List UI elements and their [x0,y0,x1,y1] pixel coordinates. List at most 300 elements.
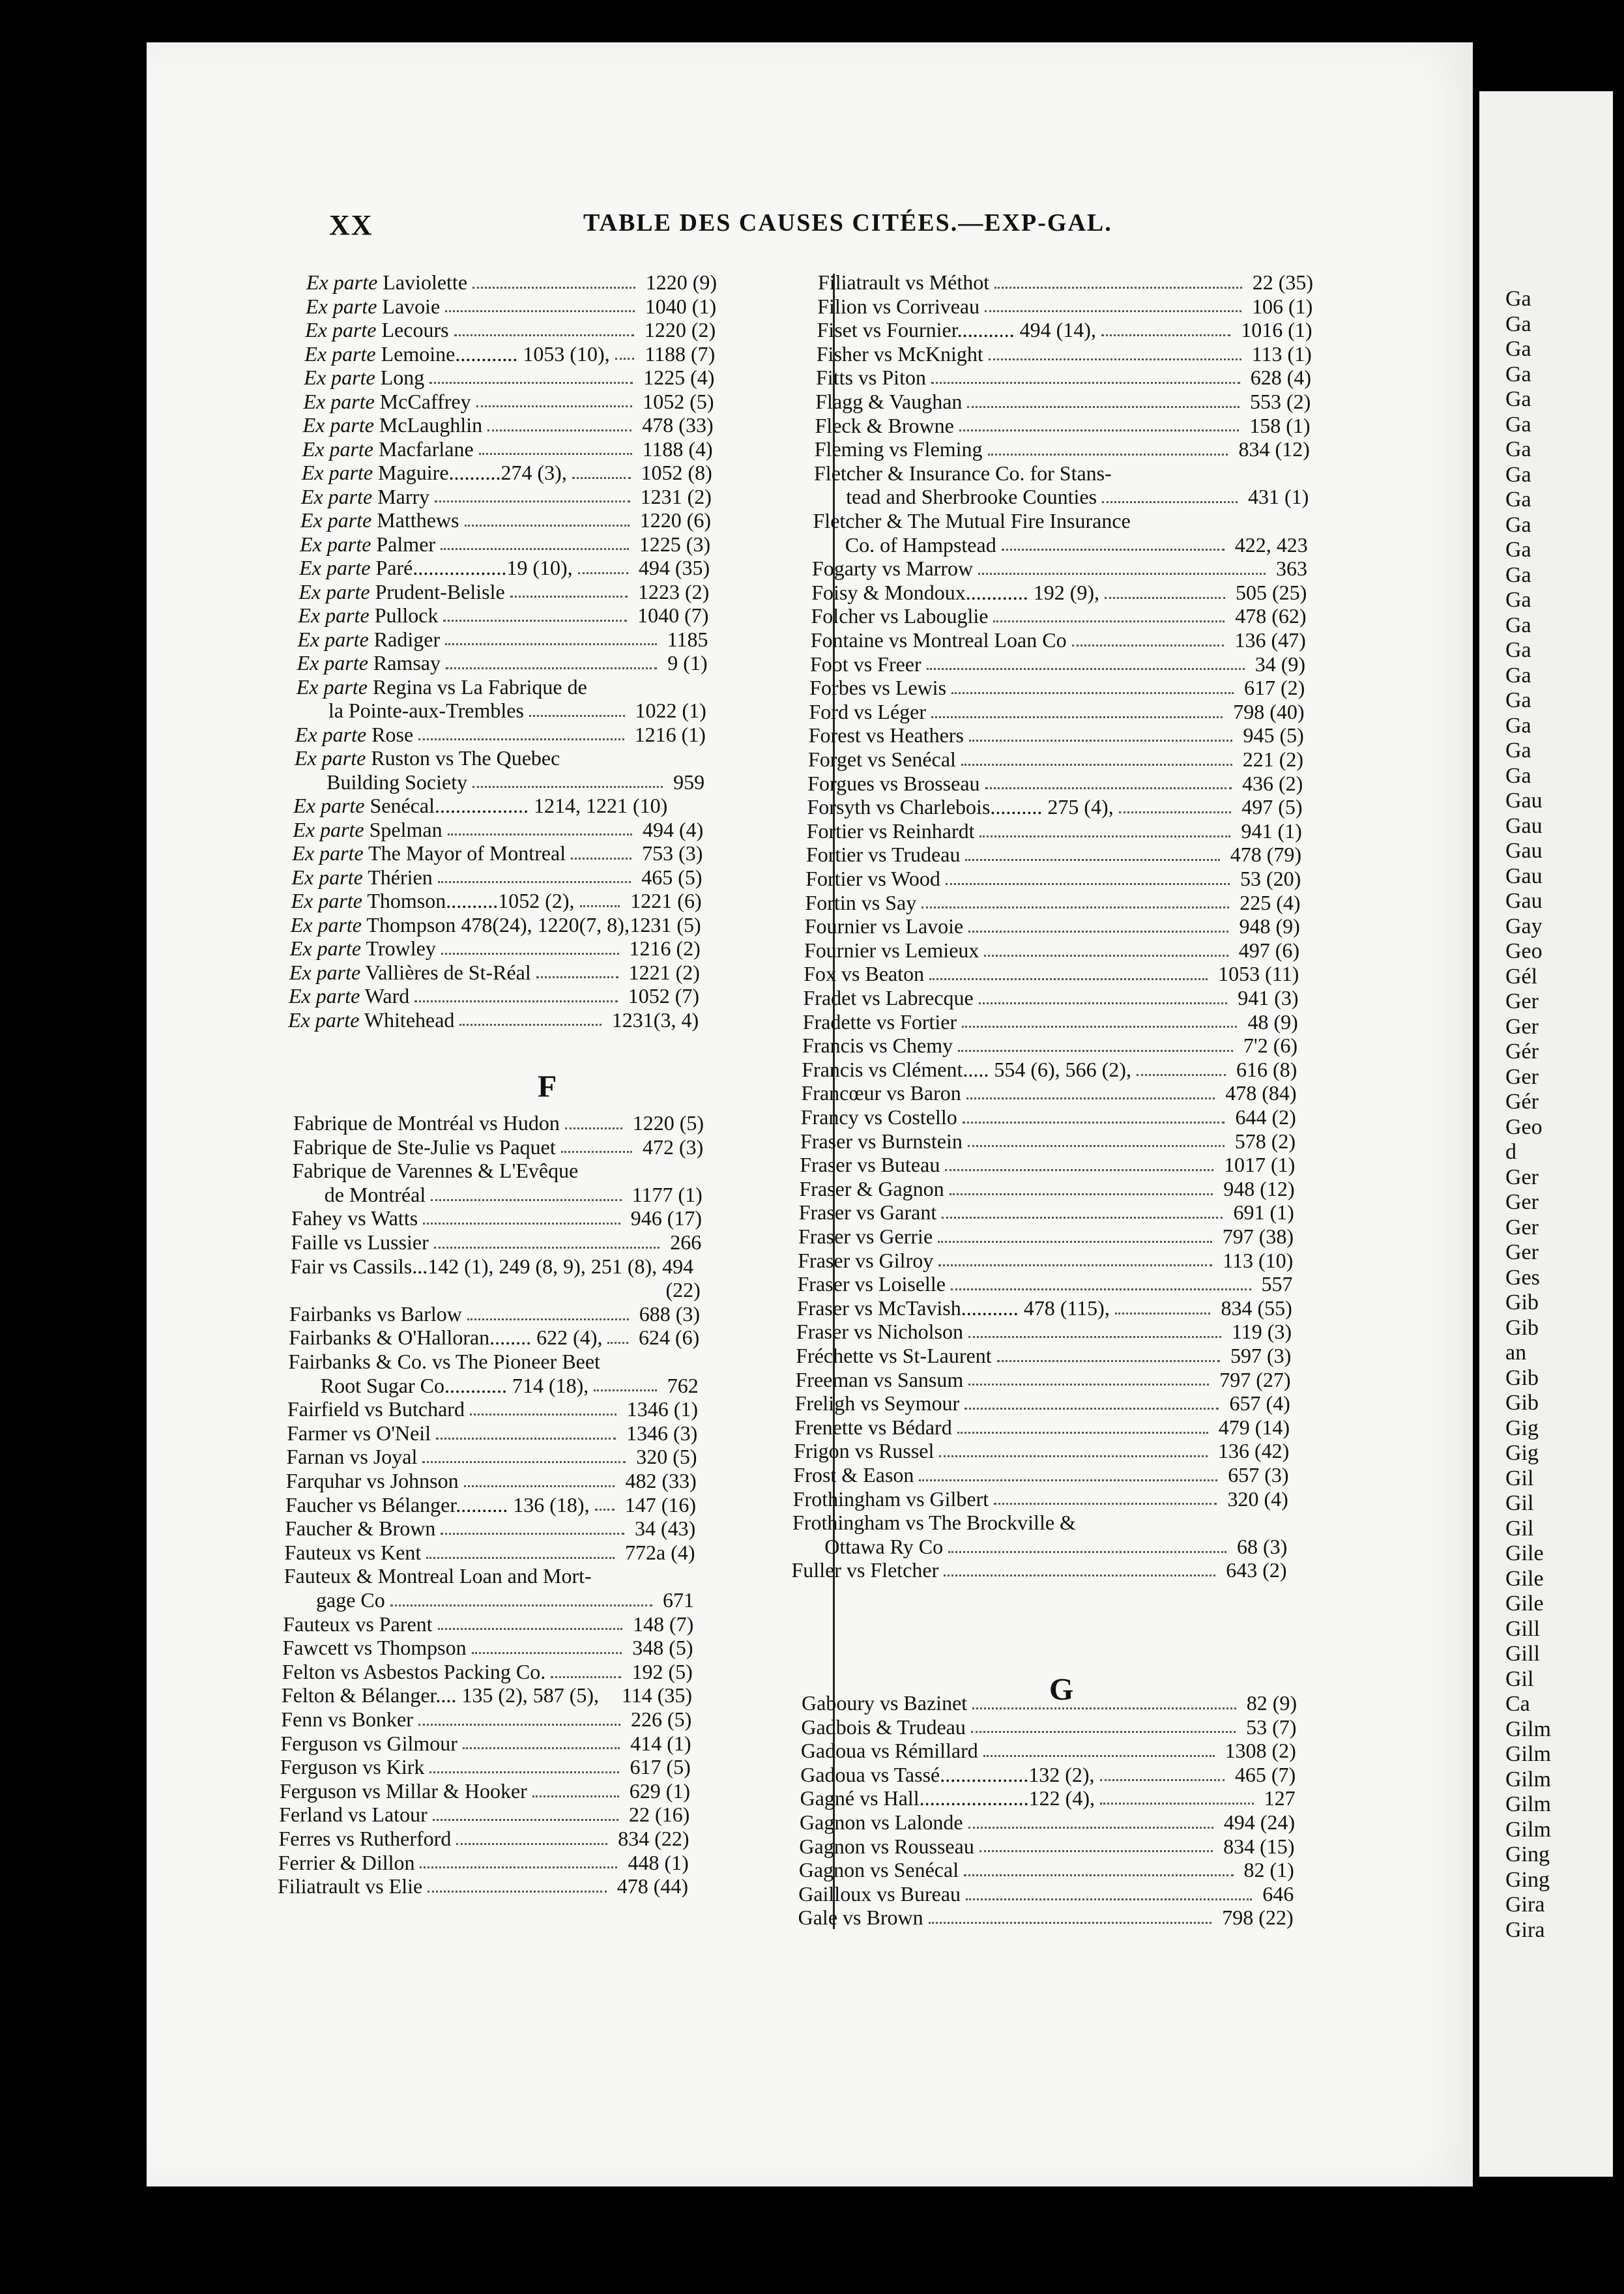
entry-pages: 797 (38) [1222,1225,1294,1248]
entry-name: Fraser vs Nicholson [796,1320,963,1344]
entry-pages: 762 [667,1373,699,1397]
entry-text: Palmer [376,532,436,556]
dot-leader [445,310,635,312]
entry-pages: 1231 (5) [630,912,701,936]
entry-pages: 959 [673,770,705,794]
entry-name: Fraser vs Burnstein [800,1129,963,1153]
index-entry [800,1177,1295,1201]
index-entry [796,1320,1292,1344]
dot-leader [1101,334,1230,336]
entry-name: la Pointe-aux-Trembles [328,699,524,722]
index-entry [815,414,1311,438]
entry-pages: 1308 (2) [1225,1739,1296,1763]
dot-leader [472,786,663,788]
index-entry [803,1010,1298,1034]
next-page-fragment: Gil [1505,1516,1534,1541]
entry-text: Spelman [369,817,442,841]
entry-pages: 9 (1) [667,651,708,675]
index-entry [283,1612,693,1636]
index-entry [285,1517,695,1541]
entry-name [300,532,435,557]
next-page-fragment: Ga [1505,412,1531,437]
entry-pages: 798 (40) [1233,699,1305,723]
entry-name: Gagné vs Hall.....................122 (4), [800,1786,1095,1810]
dot-leader [950,1193,1213,1195]
entry-text: Radiger [373,627,441,651]
entry-pages: 629 (1) [629,1779,690,1803]
entry-text: Whitehead [364,1008,455,1032]
entry-pages: 320 (4) [1227,1487,1288,1511]
entry-pages: 1016 (1) [1241,318,1312,342]
next-page-fragment: Ger [1505,1014,1539,1039]
entry-pages: 834 (12) [1238,437,1310,461]
entry-name: Fawcett vs Thompson [282,1636,467,1660]
index-entry [807,772,1303,796]
dot-leader [929,1922,1212,1924]
dot-leader [968,1827,1213,1829]
entry-name: Fuller vs Fletcher [791,1558,939,1582]
next-page-fragment: Ga [1505,538,1531,562]
index-entry [805,891,1301,915]
dot-leader [921,907,1229,908]
dot-leader [946,883,1230,885]
next-page-fragment: Ga [1505,487,1531,512]
section-heading-g: G [1049,1672,1074,1707]
index-entry [287,1397,698,1421]
index-entry [281,1732,691,1756]
dot-leader [979,1002,1227,1004]
index-entry [798,1272,1293,1296]
dot-leader [988,454,1228,456]
entry-name: Ferguson vs Kirk [280,1755,425,1779]
dot-leader [1137,1074,1226,1076]
entry-pages: 127 [1264,1786,1296,1810]
dot-leader [979,1850,1213,1852]
dot-leader [968,1384,1209,1386]
entry-prefix: Ex parte [302,413,374,437]
entry-name: Gadoua vs Rémillard [800,1739,978,1763]
index-entry [283,1636,693,1660]
entry-pages: 148 (7) [632,1612,694,1636]
entry-pages: 753 (3) [642,841,703,865]
index-entry [291,1255,701,1279]
entry-pages: 834 (22) [618,1827,689,1850]
dot-leader [594,1389,656,1391]
entry-pages: 136 (42) [1217,1439,1290,1463]
entry-text: Pullock [374,603,439,627]
entry-prefix: Ex parte [306,294,377,318]
dot-leader [615,358,635,360]
entry-name: Fleming vs Fleming [814,437,983,461]
entry-name [290,936,436,961]
dot-leader [435,501,630,502]
entry-pages: 1225 (3) [639,532,711,556]
next-page-fragment: Ga [1505,362,1531,386]
entry-name: Ottawa Ry Co [824,1534,944,1558]
dot-leader [1115,1313,1211,1314]
index-entry [793,1487,1288,1511]
index-entry [291,889,702,913]
entry-name: de Montréal [324,1182,426,1206]
index-entry [816,366,1311,390]
entry-text: Thérien [368,865,433,889]
index-entry [810,652,1305,676]
next-page-fragment: Gil [1505,1491,1534,1515]
index-entry [299,556,710,580]
index-entry [800,1786,1296,1810]
entry-pages: 465 (5) [641,865,703,889]
next-page-fragment: Ga [1505,337,1531,361]
entry-name: Fraser & Gagnon [799,1176,944,1200]
dot-leader [951,1288,1251,1290]
dot-leader [445,643,657,645]
entry-text: Prudent-Belisle [375,579,505,603]
entry-name: Fitts vs Piton [816,366,926,390]
next-page-fragment: Ca [1505,1692,1530,1716]
entry-name: Fabrique de Ste-Julie vs Paquet [293,1135,556,1159]
entry-pages: 1220 (6) [639,508,711,532]
entry-text: Rose [371,722,414,746]
dot-leader [959,429,1239,431]
index-entry [280,1779,690,1803]
entry-pages: 113 (10) [1223,1248,1294,1272]
entry-name [295,723,413,747]
next-page-fragment: Gér [1505,1090,1539,1114]
entry-prefix: Ex parte [288,1008,360,1032]
next-page-fragment: Gil [1505,1666,1534,1691]
dot-leader [963,1122,1225,1124]
index-entry [814,461,1309,486]
next-page-fragment: Ga [1505,613,1531,637]
entry-pages: 225 (4) [1240,890,1301,914]
next-page-fragment: Gilm [1505,1792,1551,1816]
entry-name: Fortin vs Say [805,890,917,914]
entry-name: Faille vs Lussier [291,1230,429,1254]
index-entry [809,700,1305,724]
entry-name [301,485,429,509]
next-page-fragment: Gilm [1505,1817,1551,1842]
next-page-fragment: Gél [1505,964,1538,989]
entry-name: Building Society [326,770,468,794]
dot-leader [993,620,1225,622]
entry-name: Fisher vs McKnight [816,341,983,366]
entry-pages: 82 (1) [1243,1858,1294,1882]
entry-pages: 1040 (1) [645,294,717,318]
entry-name: Flagg & Vaughan [815,390,963,413]
entry-pages: 147 (16) [624,1492,696,1517]
entry-prefix: Ex parte [301,461,373,484]
next-page-fragment: Gilm [1505,1742,1551,1766]
index-entry [289,1326,699,1350]
entry-name [288,1008,454,1032]
dot-leader [479,453,632,455]
dot-leader [994,1503,1217,1505]
entry-pages: 948 (12) [1223,1176,1295,1200]
entry-pages: 553 (2) [1249,390,1311,413]
entry-pages: 671 [663,1588,694,1612]
dot-leader [436,1438,616,1440]
entry-name [300,508,459,532]
entry-name: Fradette vs Fortier [802,1009,957,1034]
dot-leader [476,405,633,407]
dot-leader [927,668,1245,670]
dot-leader [551,1676,621,1678]
entry-name: Francœur vs Baron [801,1081,961,1105]
dot-leader [446,667,657,669]
entry-pages: 1053 (11) [1218,962,1299,986]
index-entry [289,1350,699,1374]
index-entry [811,604,1307,628]
entry-name: Forget vs Senécal [808,748,956,771]
entry-pages: 834 (55) [1221,1296,1292,1320]
entry-name: Fairbanks & O'Halloran........ 622 (4), [289,1326,603,1350]
dot-leader [968,1336,1221,1338]
entry-name: Forgues vs Brosseau [807,771,980,795]
entry-pages: 1177 (1) [631,1182,703,1206]
entry-pages: 158 (1) [1249,413,1311,437]
dot-leader [426,1557,615,1559]
dot-leader [467,1318,629,1320]
entry-name [304,366,424,390]
index-entry [797,1296,1292,1320]
dot-leader [994,287,1242,289]
entry-pages: 644 (2) [1235,1105,1296,1129]
entry-name: Fraser vs Gerrie [798,1225,933,1248]
index-entry [801,1715,1296,1739]
entry-text: Matthews [377,508,459,532]
index-entry [794,1463,1289,1487]
index-entry [301,485,712,509]
index-entry [300,532,710,557]
entry-pages: 82 (9) [1246,1691,1297,1715]
entry-pages: 494 (35) [638,556,710,579]
dot-leader [422,1461,626,1463]
entry-name: Fraser vs Loiselle [797,1272,946,1296]
dot-leader [510,596,628,598]
entry-name [289,984,409,1008]
left-column [278,270,821,1939]
entry-name: Fradet vs Labrecque [803,986,974,1009]
next-page-fragment: Ger [1505,1165,1539,1189]
dot-leader [985,787,1232,789]
dot-leader [964,1874,1233,1876]
next-page-fragment: Ga [1505,562,1531,587]
dot-leader [968,931,1228,933]
next-page-fragment: Ger [1505,1190,1539,1214]
next-page-fragment: an [1505,1341,1527,1365]
dot-leader [571,858,631,860]
index-entry [296,699,706,723]
index-entry [279,1803,689,1827]
entry-pages: 436 (2) [1241,771,1303,795]
entry-name: Ferguson vs Millar & Hooker [280,1779,527,1803]
dot-leader [997,1360,1220,1362]
entry-pages: 348 (5) [632,1636,693,1660]
entry-name: Co. of Hampstead [845,532,996,557]
entry-pages: 798 (22) [1222,1906,1294,1930]
next-page-fragment: Gér [1505,1039,1539,1064]
entry-name [298,628,441,652]
next-page-fragment: Ga [1505,462,1531,487]
dot-leader [1100,1779,1225,1781]
page-number: XX [329,209,373,241]
next-page-fragment: Ga [1505,638,1531,662]
entry-pages: 616 (8) [1236,1057,1298,1081]
entry-name: Gadoua vs Tassé.................132 (2), [800,1762,1095,1786]
dot-leader [989,358,1241,360]
entry-pages: 422, 423 [1234,532,1308,557]
dot-leader [464,1485,615,1487]
index-entry [813,485,1309,509]
entry-name: gage Co [316,1588,385,1612]
index-entry [292,841,703,865]
entry-name [306,295,440,319]
entry-name: Frost & Eason [793,1463,914,1487]
entry-pages: 448 (1) [628,1850,689,1874]
index-entry [293,818,703,842]
next-page-fragment: Ga [1505,663,1531,688]
next-page-fragment: Gau [1505,889,1543,913]
entry-name: Fortier vs Wood [805,867,940,890]
entry-pages: 465 (7) [1234,1762,1296,1786]
entry-name: Filion vs Corriveau [817,294,980,318]
next-page-fragment: Gira [1505,1917,1545,1942]
entry-pages: 478 (33) [642,413,714,437]
entry-name: Gagnon vs Rousseau [799,1834,974,1858]
dot-leader [965,859,1219,861]
index-entry [289,984,699,1008]
dot-leader [967,406,1240,408]
dot-leader [971,1731,1236,1733]
entry-prefix: Ex parte [293,794,365,817]
entry-pages: 48 (9) [1247,1009,1298,1034]
entry-pages: 657 (3) [1228,1463,1289,1487]
entry-name: Fauteux vs Kent [284,1540,422,1564]
dot-leader [429,382,633,384]
entry-prefix: Ex parte [299,556,371,579]
dot-leader [441,548,629,550]
dot-leader [441,953,619,955]
index-entry [298,603,708,628]
entry-name: Forest vs Heathers [808,723,964,748]
next-page-fragment: Ger [1505,1064,1539,1089]
entry-name: Ford vs Léger [809,699,927,723]
index-entry [292,1183,703,1207]
index-entry [278,1874,688,1898]
index-entry [291,1206,702,1230]
entry-prefix: Ex parte [304,366,375,389]
index-entry [811,581,1307,605]
entry-pages: 1017 (1) [1223,1153,1296,1177]
entry-pages: 941 (1) [1241,819,1302,843]
next-page-fragment: Ga [1505,738,1531,762]
entry-name: Felton & Bélanger.... 135 (2), 587 (5), [282,1683,600,1707]
next-page-fragment: Ga [1505,588,1531,612]
dot-leader [438,881,631,883]
entry-pages: 472 (3) [642,1135,704,1159]
index-entry [807,795,1303,819]
entry-name: Francy vs Costello [800,1105,957,1129]
entry-prefix: Ex parte [291,865,363,889]
index-entry [304,366,714,390]
dot-leader [565,1127,622,1129]
entry-pages: 363 [1276,557,1307,581]
dot-leader [561,1151,632,1153]
entry-name: Gadbois & Trudeau [801,1715,966,1739]
dot-leader [438,1628,622,1630]
dot-leader [607,1342,628,1344]
dot-leader [1002,549,1225,551]
dot-leader [465,525,630,527]
entry-name: Fortier vs Trudeau [806,843,961,867]
index-entry [804,962,1299,986]
entry-prefix: Ex parte [296,675,368,699]
entry-pages: 1185 [667,627,708,651]
entry-pages: 646 [1262,1881,1294,1906]
next-page-fragment: Ga [1505,512,1531,537]
entry-pages: 22 (16) [628,1803,690,1827]
entry-name: Forbes vs Lewis [809,676,947,700]
next-page-fragment: Gil [1505,1466,1534,1490]
dot-leader [1072,645,1225,646]
dot-leader [459,1024,601,1026]
index-entry [306,270,717,295]
next-page-fragment: Gilm [1505,1767,1551,1792]
next-page-fragment: Gig [1505,1441,1539,1465]
entry-prefix: Ex parte [297,627,369,651]
entry-name [291,913,630,937]
index-entry [298,580,709,604]
entry-pages: 1220 (5) [632,1111,704,1135]
entry-text: Marry [377,484,430,508]
entry-name [304,390,471,414]
entry-pages: 431 (1) [1247,485,1309,509]
entry-pages: 691 (1) [1233,1200,1294,1225]
index-entry [286,1469,697,1493]
index-entry [813,533,1308,557]
entry-name [305,318,448,342]
entry-prefix: Ex parte [291,889,362,912]
index-entry [303,413,714,437]
entry-pages: 34 (43) [634,1517,696,1541]
index-entry [295,746,705,770]
index-entry [297,651,708,675]
index-entry [800,1810,1295,1835]
dot-leader [938,1264,1212,1266]
entry-prefix: Ex parte [297,651,368,675]
entry-prefix: Ex parte [300,532,371,556]
section-heading-f: F [538,1069,557,1104]
index-entry [794,1416,1290,1440]
entry-prefix: Ex parte [295,722,367,746]
entry-pages: 1231 (2) [640,484,712,508]
dot-leader [433,1819,618,1821]
entry-text: Ramsay [373,651,441,675]
entry-pages: 320 (5) [636,1445,697,1469]
entry-pages: 494 (24) [1223,1810,1295,1834]
index-entry [283,1588,694,1612]
dot-leader [969,740,1233,742]
dot-leader [580,905,620,907]
index-entry [293,1159,703,1183]
entry-pages: 53 (7) [1246,1715,1297,1739]
entry-name: Fogarty vs Marrow [812,557,974,581]
next-page-fragment: Ga [1505,287,1531,311]
dot-leader [1105,597,1225,599]
entry-text: Ward [364,984,410,1008]
entry-pages: 478 (84) [1225,1081,1297,1105]
dot-leader [431,1199,621,1201]
